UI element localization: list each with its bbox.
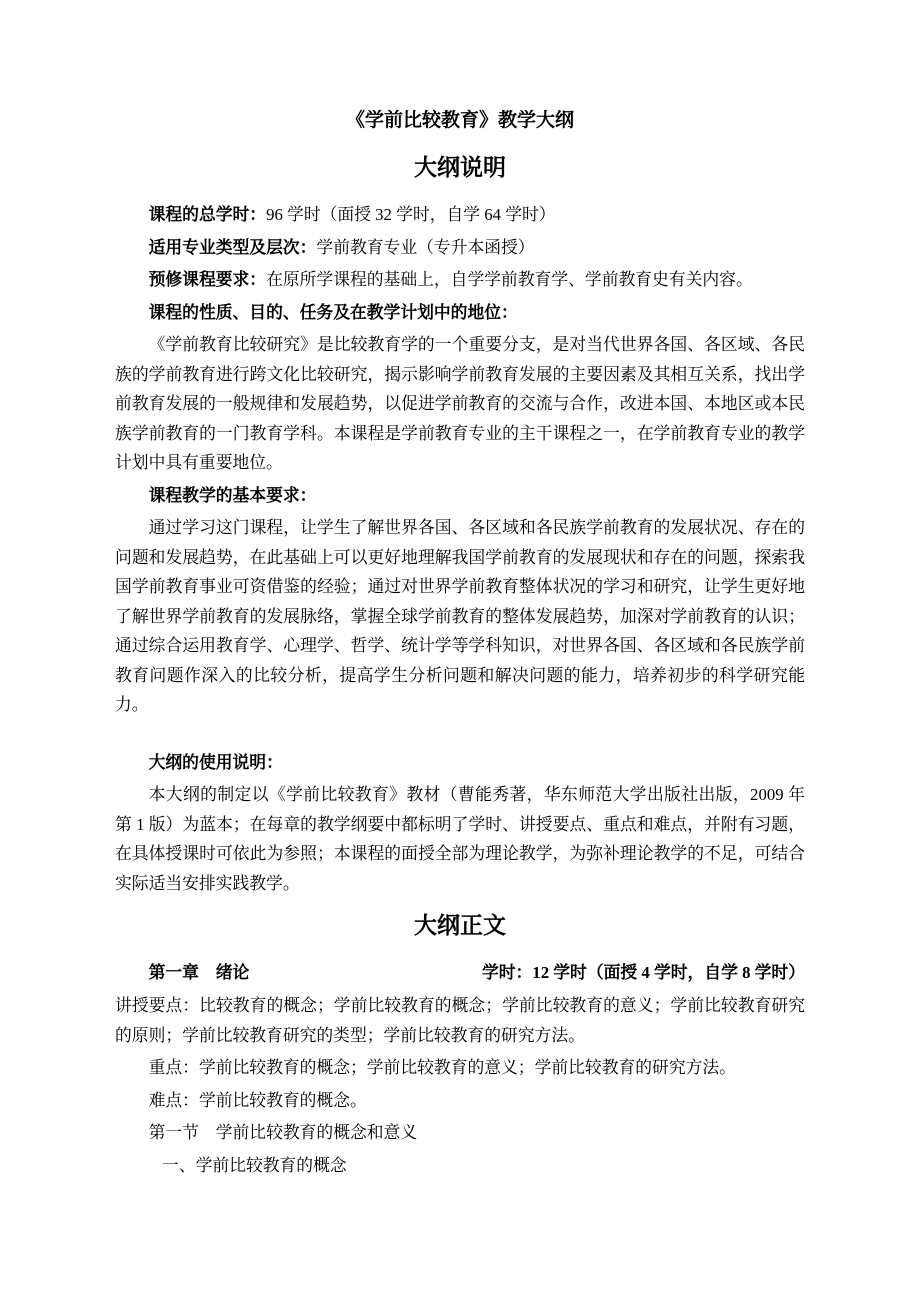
paragraph-teaching-requirements-body: 通过学习这门课程，让学生了解世界各国、各区域和各民族学前教育的发展状况、存在的问题和发展趋势，在此基础上可以更好地理解我国学前教育的发展现状和存在的问题，探索我国学前教育事业可资借鉴的经验；通过对世界学前教育整体状况的学习和研究，让学生更好地了解世界学前教育的发展脉络，掌握全球学前教育的整体发展趋势，加深对学前教育的认识；通过综合运用教育学、心理学、哲学、统计学等学科知识，对世界各国、各区域和各民族学前教育问题作深入的比较分析，提高学生分析问题和解决问题的能力，培养初步的科学研究能力。 xyxy=(115,518,805,714)
paragraph-label: 预修课程要求： xyxy=(148,270,267,289)
subsection-1-title: 一、学前比较教育的概念 xyxy=(162,1155,347,1175)
section-1-title: 第一节 学前比较教育的概念和意义 xyxy=(148,1123,418,1142)
paragraph-label: 适用专业类型及层次： xyxy=(148,237,317,257)
chapter-heading-row xyxy=(115,958,805,988)
paragraph-usage-notes-label xyxy=(115,748,805,778)
paragraph-course-nature-label xyxy=(115,298,805,328)
chapter-hours: 学时：12 学时（面授 4 学时，自学 8 学时） xyxy=(481,963,805,982)
section-heading-body: 大纲正文 xyxy=(414,913,506,938)
document-title: 《学前比较教育》教学大纲 xyxy=(345,110,574,131)
paragraph-difficult-points: 难点：学前比较教育的概念。 xyxy=(148,1090,367,1110)
paragraph-total-hours xyxy=(115,200,805,230)
chapter-title: 第一章 绪论 xyxy=(148,963,250,982)
paragraph-teaching-requirements-label xyxy=(115,481,805,511)
section-heading-intro: 大纲说明 xyxy=(414,155,506,180)
paragraph-label: 课程的性质、目的、任务及在教学计划中的地位： xyxy=(148,302,518,322)
paragraph-label: 课程的总学时： xyxy=(148,205,267,224)
paragraph-label: 课程教学的基本要求： xyxy=(148,485,317,505)
paragraph-usage-notes-body: 本大纲的制定以《学前比较教育》教材（曹能秀著，华东师范大学出版社出版，2009 年第 1 版）为蓝本；在每章的教学纲要中都标明了学时、讲授要点、重点和难点，并附有习题，在具体授课时可依此为参照；本课程的面授全部为理论教学，为弥补理论教学的不足，可结合实际适当安排实践教学。 xyxy=(115,785,805,893)
paragraph-label: 大纲的使用说明： xyxy=(148,752,283,772)
paragraph-lecture-points: 讲授要点：比较教育的概念；学前比较教育的概念；学前比较教育的意义；学前比较教育研究的原则；学前比较教育研究的类型；学前比较教育的研究方法。 xyxy=(115,996,805,1045)
paragraph-course-nature-body: 《学前教育比较研究》是比较教育学的一个重要分支，是对当代世界各国、各区域、各民族的学前教育进行跨文化比较研究，揭示影响学前教育发展的主要因素及其相互关系，找出学前教育发展的一般规律和发展趋势，以促进学前教育的交流与合作，改进本国、本地区或本民族学前教育的一门教育学科。本课程是学前教育专业的主干课程之一，在学前教育专业的教学计划中具有重要地位。 xyxy=(115,335,805,472)
paragraph-prerequisites xyxy=(115,265,805,295)
paragraph-text: 在原所学课程的基础上，自学学前教育学、学前教育史有关内容。 xyxy=(266,270,753,289)
paragraph-text: 96 学时（面授 32 学时，自学 64 学时） xyxy=(266,205,556,224)
paragraph-major-type xyxy=(115,233,805,263)
paragraph-text: 学前教育专业（专升本函授） xyxy=(316,237,535,257)
paragraph-key-points: 重点：学前比较教育的概念；学前比较教育的意义；学前比较教育的研究方法。 xyxy=(148,1058,736,1077)
